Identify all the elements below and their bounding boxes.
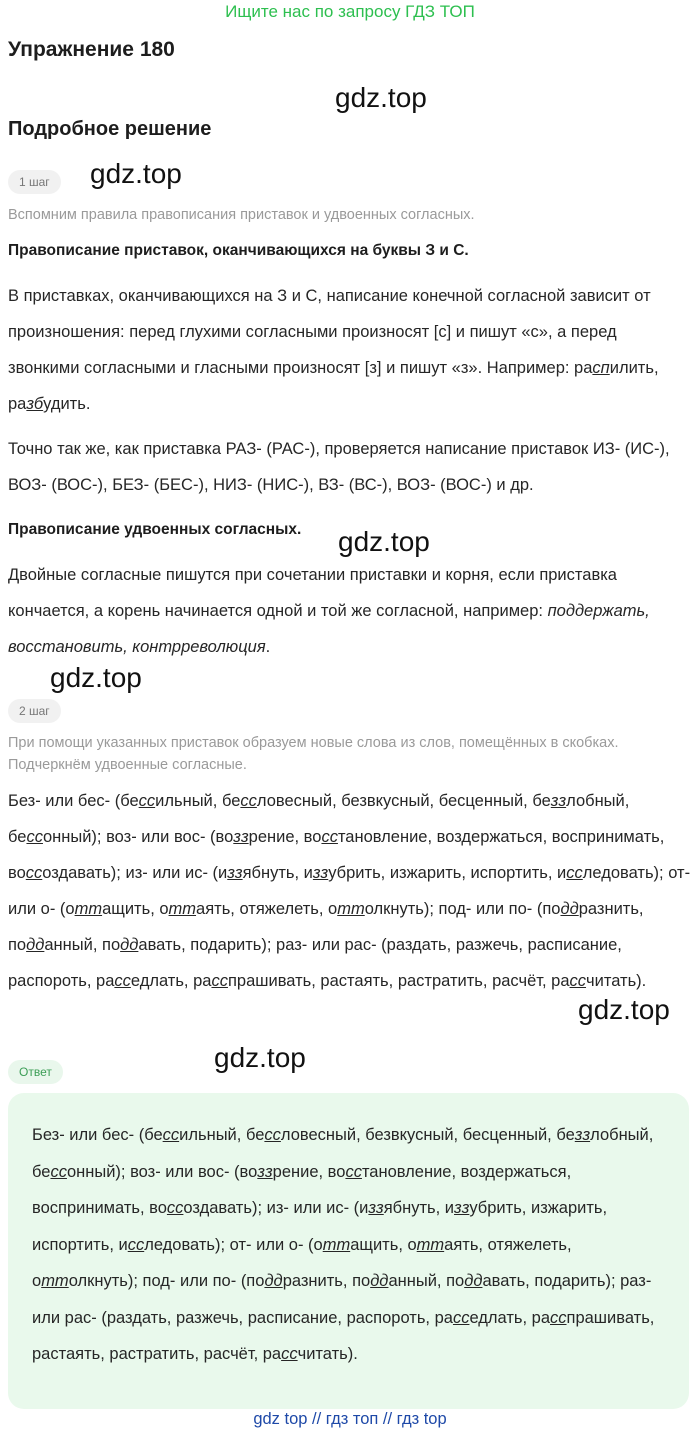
doubled-consonants: сс: [264, 1126, 281, 1144]
text: ильный, бе: [179, 1126, 265, 1144]
doubled-consonants: тт: [41, 1272, 69, 1290]
section-title: Подробное решение: [8, 118, 212, 140]
rule-paragraph: [8, 557, 692, 665]
doubled-consonants: тт: [322, 1235, 351, 1254]
doubled-consonants: зз: [257, 1162, 273, 1181]
text: онный); воз- или вос- (во: [42, 828, 234, 846]
doubled-consonants: сс: [550, 1308, 567, 1327]
text: читать).: [297, 1345, 358, 1363]
text: разнить, по: [8, 900, 644, 954]
text: авать, подарить); раз- или рас- (раздать, разжечь, расписание, распороть, ра: [32, 1272, 652, 1327]
doubled-consonants: зз: [233, 828, 249, 846]
text: олкнуть); под- или по- (по: [364, 900, 561, 918]
watermark: gdz.top: [214, 1042, 306, 1073]
answer-box: [8, 1093, 689, 1409]
rule-paragraph: Точно так же, как приставка РАЗ- (РАС-), проверяется написание приставок ИЗ- (ИС-), ВОЗ- (ВОС-), БЕЗ- (БЕС-), НИЗ- (НИС-), ВЗ- (ВС-), ВОЗ- (ВОС-) и др.: [8, 440, 670, 494]
text: разнить, по: [282, 1272, 371, 1290]
text: аять, отяжелеть, о: [196, 900, 338, 918]
rule-heading: Правописание приставок, оканчивающихся на буквы З и С.: [8, 242, 469, 259]
promo-banner[interactable]: Ищите нас по запросу ГДЗ ТОП: [225, 2, 475, 21]
page-title: Упражнение 180: [8, 38, 175, 61]
text: убрить, изжарить, испортить, и: [32, 1199, 608, 1254]
doubled-consonants: дд: [26, 936, 45, 954]
doubled-consonants: сс: [321, 828, 338, 846]
doubled-consonants: сс: [26, 828, 43, 846]
footer-links[interactable]: gdz top // гдз топ // гдз top: [253, 1410, 447, 1428]
text: оздавать); из- или ис- (и: [42, 864, 228, 882]
watermark: gdz.top: [90, 158, 182, 189]
doubled-consonants: сс: [452, 1308, 470, 1327]
text: ледовать); от- или о- (о: [8, 864, 691, 918]
text: лобный, бе: [32, 1126, 654, 1181]
text: читать).: [586, 972, 647, 990]
doubled-consonants: сс: [569, 972, 587, 990]
doubled-consonants: дд: [464, 1272, 483, 1290]
text: рение, во: [272, 1162, 346, 1181]
text: ябнуть, и: [242, 864, 313, 882]
text: ловесный, безвкусный, бесценный, бе: [256, 792, 551, 810]
text: рение, во: [248, 828, 322, 846]
doubled-consonants: тт: [416, 1235, 445, 1254]
watermark: gdz.top: [578, 994, 670, 1025]
text: ащить, о: [102, 900, 169, 918]
doubled-consonants: сс: [25, 864, 43, 882]
text: илить, ра: [8, 359, 659, 413]
examples: поддержать, восстановить, контрреволюция: [8, 602, 650, 656]
text: олкнуть); под- или по- (по: [68, 1272, 265, 1290]
text: ледовать); от- или о- (о: [144, 1235, 323, 1254]
text: ильный, бе: [155, 792, 241, 810]
doubled-consonants: дд: [120, 936, 139, 954]
text: едлать, ра: [469, 1308, 551, 1327]
doubled-consonants: дд: [370, 1272, 389, 1290]
answer-text: [32, 1117, 672, 1373]
doubled-consonants: сс: [166, 1199, 184, 1217]
doubled-consonants: зз: [227, 864, 243, 882]
doubled-consonants: зз: [454, 1199, 470, 1217]
text: ябнуть, и: [383, 1199, 455, 1217]
text: онный); воз- или вос- (во: [66, 1162, 258, 1181]
text: оздавать); из- или ис- (и: [183, 1199, 369, 1217]
doubled-consonants: тт: [337, 900, 365, 918]
doubled-consonants: зз: [574, 1126, 591, 1144]
text: тановление, воздержаться, воспринимать, во: [8, 828, 665, 882]
watermark: gdz.top: [335, 82, 427, 113]
answer-badge: Ответ: [8, 1060, 63, 1084]
doubled-consonants: дд: [264, 1272, 283, 1290]
text: удить.: [43, 395, 91, 413]
text: ащить, о: [350, 1235, 417, 1254]
doubled-consonants: сс: [345, 1162, 362, 1181]
doubled-consonants: сс: [566, 864, 583, 882]
text: прашивать, растаять, растратить, расчёт, ра: [227, 972, 570, 990]
text: авать, подарить); раз- или рас- (раздать, разжечь, расписание, распороть, ра: [8, 936, 622, 990]
underlined-letters: зб: [26, 395, 44, 413]
doubled-consonants: сс: [50, 1162, 67, 1181]
text: тановление, воздержаться, воспринимать, во: [32, 1162, 572, 1217]
doubled-consonants: зз: [312, 864, 329, 882]
step-hint: Вспомним правила правописания приставок и удвоенных согласных.: [8, 207, 475, 223]
watermark: gdz.top: [338, 526, 430, 557]
doubled-consonants: зз: [368, 1199, 384, 1217]
text: Двойные согласные пишутся при сочетании приставки и корня, если приставка кончается, а корень начинается одной и той же согласной, например:: [8, 566, 617, 620]
text: Без- или бес- (бе: [32, 1126, 163, 1144]
text: лобный, бе: [8, 792, 630, 846]
step-hint: При помощи указанных приставок образуем новые слова из слов, помещённых в скобках. Подчеркнём удвоенные согласные.: [8, 735, 619, 773]
text: едлать, ра: [130, 972, 212, 990]
text: .: [265, 638, 271, 656]
text: В приставках, оканчивающихся на З и С, написание конечной согласной зависит от произношения: перед глухими согласными произносят [с] и пишут «с», а перед звонкими согласными и гласными произносят [з] и пишут «з». Например: ра: [8, 287, 651, 377]
text: анный, по: [388, 1272, 465, 1290]
text: прашивать, растаять, растратить, расчёт, ра: [32, 1308, 655, 1363]
doubled-consonants: сс: [127, 1235, 145, 1254]
doubled-consonants: сс: [138, 792, 156, 810]
doubled-consonants: дд: [560, 900, 579, 918]
text: ловесный, безвкусный, бесценный, бе: [280, 1126, 575, 1144]
solution-text: [8, 783, 692, 999]
doubled-consonants: сс: [162, 1126, 180, 1144]
doubled-consonants: тт: [74, 900, 103, 918]
doubled-consonants: тт: [168, 900, 197, 918]
step-badge-2: 2 шаг: [8, 699, 61, 723]
text: аять, отяжелеть, о: [32, 1235, 572, 1290]
text: убрить, изжарить, испортить, и: [328, 864, 567, 882]
rule-heading: Правописание удвоенных согласных.: [8, 521, 302, 538]
text: анный, по: [44, 936, 121, 954]
rule-paragraph: [8, 278, 692, 422]
doubled-consonants: сс: [211, 972, 228, 990]
doubled-consonants: сс: [240, 792, 257, 810]
step-badge-1: 1 шаг: [8, 170, 61, 194]
doubled-consonants: сс: [114, 972, 131, 990]
doubled-consonants: зз: [550, 792, 567, 810]
watermark: gdz.top: [50, 662, 142, 693]
doubled-consonants: сс: [281, 1345, 298, 1363]
text: Без- или бес- (бе: [8, 792, 139, 810]
underlined-letters: сп: [592, 359, 610, 377]
